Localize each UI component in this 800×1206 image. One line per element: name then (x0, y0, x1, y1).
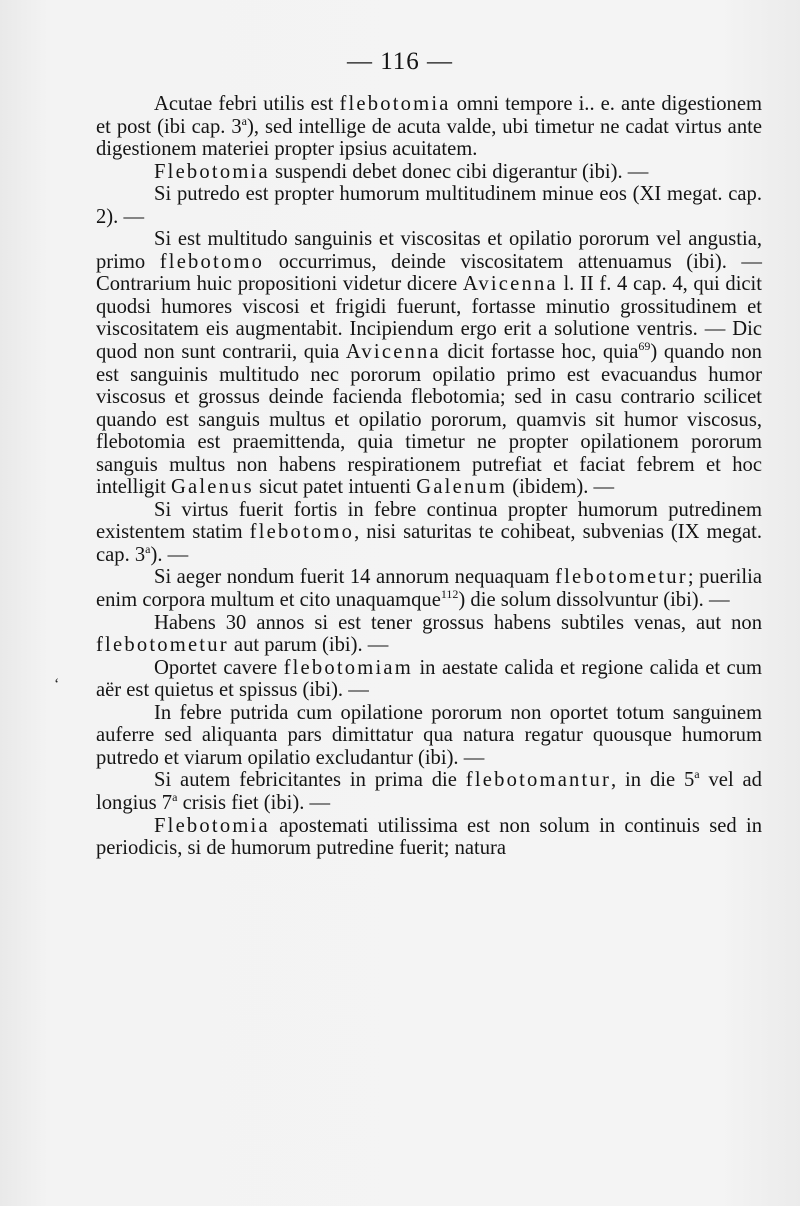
paragraph-1: Acutae febri utilis est flebotomia omni tempore i.. e. ante digestionem et post (ibi cap. 3$^a$), sed intellige de acuta valde, ubi timetur ne cadat virtus ante digestionem materiei propter ipsius acuitatem. (96, 93, 762, 161)
body-text (96, 93, 762, 860)
paragraph-5: Si virtus fuerit fortis in febre continua propter humorum putredinem existentem statim flebotomo, nisi saturitas te cohibeat, subvenias (IX megat. cap. 3$^a$). — (96, 498, 762, 566)
paragraph-10: Si autem febricitantes in prima die flebotomantur, in die 5$^a$ vel ad longius 7$^a$ crisis fiet (ibi). — (96, 767, 762, 814)
paragraph-3: Si putredo est propter humorum multitudinem minue eos (XI megat. cap. 2). — (96, 183, 762, 228)
page-number: — 116 — (346, 48, 454, 75)
margin-mark: ‘ (54, 676, 60, 693)
paragraph-9: In febre putrida cum opilatione pororum non oportet totum sanguinem auferre sed aliquanta pars dimittatur qua natura regatur quousque humorum putredo et viarum opilatio excludantur (ibi). — (96, 701, 762, 769)
paragraph-11: Flebotomia apostemati utilissima est non solum in continuis sed in periodicis, si de humorum putredine fuerit; natura (96, 814, 762, 860)
paragraph-6: Si aeger nondum fuerit 14 annorum nequaquam flebotometur; puerilia enim corpora multum et cito unaquamque$^{112}$) die solum dissolvuntur (ibi). — (96, 566, 762, 612)
paragraph-7: Habens 30 annos si est tener grossus habens subtiles venas, aut non flebotometur aut parum (ibi). — (96, 611, 762, 657)
paragraph-8: Oportet cavere flebotomiam in aestate calida et regione calida et cum aër est quietus et spissus (ibi). — (96, 656, 763, 702)
paragraph-2: Flebotomia suspendi debet donec cibi digerantur (ibi). — (154, 160, 649, 183)
paragraph-4: Si est multitudo sanguinis et viscositas et opilatio pororum vel angustia, primo flebotomo occurrimus, deinde viscositatem attenuamus (ibi). — Contrarium huic propositioni videtur dicere Avicenna l. II f. 4 cap. 4, qui dicit quodsi humores viscosi et frigidi fuerunt, fortasse minutio grossitudinem et viscositatem eis augmentabit. Incipiendum ergo erit a solutione ventris. — Dic quod non sunt contrarii, quia Avicenna dicit fortasse hoc, quia$^{69}$) quando non est sanguinis multitudo nec pororum opilatio primo est evacuandus humor viscosus et grossus deinde facienda flebotomia; sed in casu contrario scilicet quando est sanguis multus et opilatio pororum, quamvis sit humor viscosus, flebotomia est praemittenda, quia timetur ne propter opilationem pororum sanguis multus non habens respirationem putrefiat et faciat febrem et hoc intelligit Galenus sicut patet intuenti Galenum (ibidem). — (96, 228, 762, 499)
